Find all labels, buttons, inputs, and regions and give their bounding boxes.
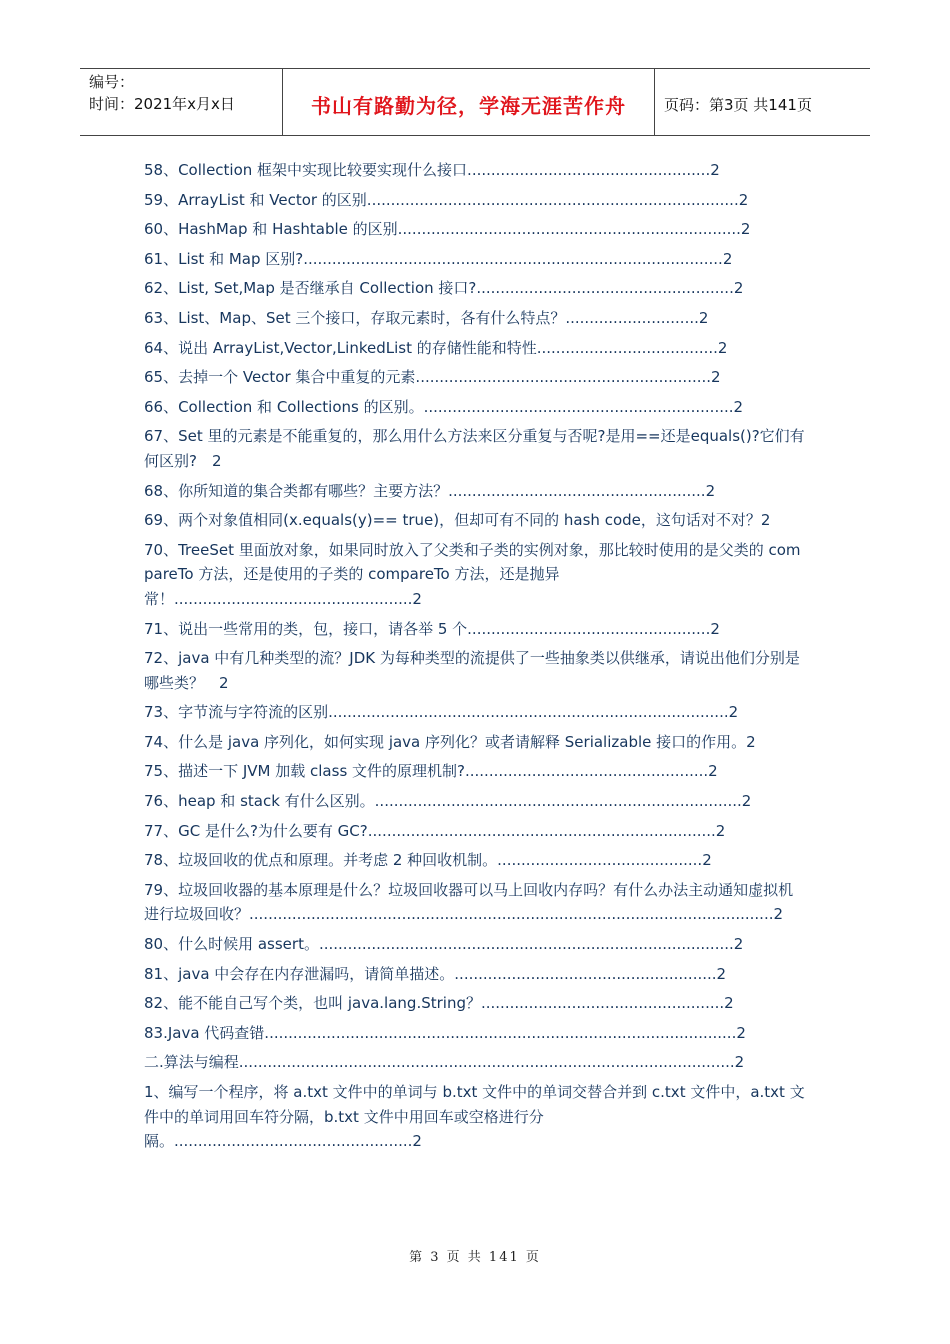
motto: 书山有路勤为径，学海无涯苦作舟: [311, 93, 626, 118]
toc-entry[interactable]: 69、两个对象值相同(x.equals(y)== true)，但却可有不同的 hash code，这句话对不对？2: [144, 511, 771, 530]
toc-entry[interactable]: 82、能不能自己写个类，也叫 java.lang.String？...................................................2: [144, 994, 734, 1013]
toc-entry[interactable]: 73、字节流与字符流的区别....................................................................................2: [144, 703, 739, 722]
toc-entry[interactable]: 64、说出 ArrayList,Vector,LinkedList 的存储性能和特性......................................2: [144, 338, 728, 357]
toc-entry[interactable]: 79、垃圾回收器的基本原理是什么？垃圾回收器可以马上回收内存吗？有什么办法主动通知虚拟机进行垃圾回收？..............................................................................................................2: [144, 880, 794, 924]
header-meta: [80, 69, 283, 135]
page-footer: 第 3 页 共 141 页: [409, 1250, 541, 1265]
toc-entry[interactable]: 77、GC 是什么?为什么要有 GC?.........................................................................2: [144, 821, 726, 840]
toc-entry[interactable]: 63、List、Map、Set 三个接口，存取元素时，各有什么特点？............................2: [144, 308, 709, 327]
toc-entry[interactable]: 62、List, Set,Map 是否继承自 Collection 接口?......................................................2: [144, 279, 744, 298]
header-page-info-cell: [655, 69, 870, 135]
page-header: [80, 68, 870, 136]
toc-entry[interactable]: 81、java 中会存在内存泄漏吗，请简单描述。.......................................................2: [144, 964, 727, 983]
toc-entry[interactable]: 59、ArrayList 和 Vector 的区别..............................................................................2: [144, 190, 749, 209]
page-info: 页码：第3页 共141页: [664, 95, 812, 114]
toc-entry[interactable]: 66、Collection 和 Collections 的区别。.................................................................2: [144, 397, 744, 416]
toc-entry[interactable]: 80、什么时候用 assert。.......................................................................................2: [144, 935, 744, 954]
toc-entry[interactable]: 二.算法与编程........................................................................................................2: [144, 1053, 745, 1072]
toc-entry[interactable]: 78、垃圾回收的优点和原理。并考虑 2 种回收机制。...........................................2: [144, 851, 712, 870]
toc-entry[interactable]: 71、说出一些常用的类，包，接口，请各举 5 个...................................................2: [144, 619, 720, 638]
toc-entry[interactable]: 83.Java 代码查错...................................................................................................2: [144, 1023, 746, 1042]
toc-entry[interactable]: 72、java 中有几种类型的流？JDK 为每种类型的流提供了一些抽象类以供继承，请说出他们分别是哪些类？ 2: [144, 649, 800, 692]
toc-entry[interactable]: 67、Set 里的元素是不能重复的，那么用什么方法来区分重复与否呢?是用==还是equals()?它们有何区别? 2: [144, 427, 805, 470]
toc-entry[interactable]: 61、List 和 Map 区别?........................................................................................2: [144, 249, 733, 268]
table-of-contents: [144, 158, 806, 1159]
toc-entry[interactable]: 70、TreeSet 里面放对象，如果同时放入了父类和子类的实例对象，那比较时使用的是父类的 compareTo 方法，还是使用的子类的 compareTo 方法，还是抛异常！..................................................2: [144, 540, 801, 608]
toc-entry[interactable]: 75、描述一下 JVM 加载 class 文件的原理机制?...................................................2: [144, 762, 718, 781]
number-label: 编号：: [89, 73, 135, 91]
toc-entry[interactable]: 1、编写一个程序，将 a.txt 文件中的单词与 b.txt 文件中的单词交替合并到 c.txt 文件中，a.txt 文件中的单词用回车符分隔，b.txt 文件中用回车或空格进行分隔。..................................................2: [144, 1083, 805, 1151]
toc-entry[interactable]: 58、Collection 框架中实现比较要实现什么接口...................................................2: [144, 161, 720, 179]
toc-entry[interactable]: 60、HashMap 和 Hashtable 的区别........................................................................2: [144, 220, 751, 239]
toc-entry[interactable]: 65、去掉一个 Vector 集合中重复的元素..............................................................2: [144, 368, 721, 387]
toc-entry[interactable]: 68、你所知道的集合类都有哪些？主要方法？......................................................2: [144, 481, 716, 500]
toc-entry[interactable]: 74、什么是 java 序列化，如何实现 java 序列化？或者请解释 Serializable 接口的作用。2: [144, 732, 756, 751]
toc-entry[interactable]: 76、heap 和 stack 有什么区别。.............................................................................2: [144, 792, 752, 811]
header-motto-cell: [283, 69, 655, 135]
time-label: 时间：2021年x月x日: [89, 95, 235, 113]
